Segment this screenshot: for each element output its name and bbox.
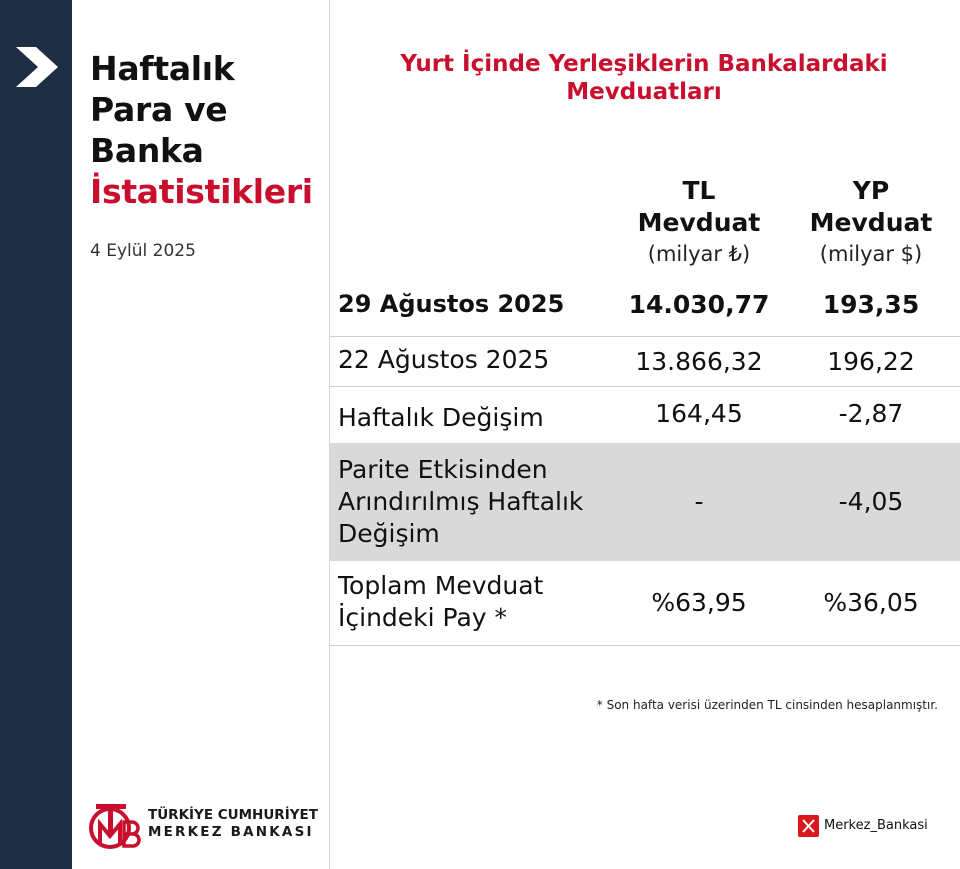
- x-icon: [798, 815, 819, 837]
- title-line-3: Banka: [90, 131, 204, 170]
- title-line-2: Para ve: [90, 90, 228, 129]
- column-header-yp-unit: (milyar $): [819, 242, 923, 266]
- table-row: [330, 337, 960, 386]
- page-title: [90, 48, 313, 212]
- row-label-line2: Arındırılmış Haftalık: [338, 487, 584, 516]
- tcmb-emblem-icon: [88, 800, 144, 852]
- row-label-line2: İçindeki Pay *: [338, 603, 508, 632]
- row-label-line3: Değişim: [338, 519, 440, 548]
- heading-line-1: Yurt İçinde Yerleşiklerin Bankalardaki: [400, 51, 888, 77]
- table-row: [330, 443, 960, 561]
- row-label: Haftalık Değişim: [338, 403, 544, 432]
- row-yp-value: %36,05: [823, 588, 919, 617]
- column-header-yp: [786, 175, 956, 269]
- table-row: [330, 286, 960, 336]
- tcmb-logo: [88, 800, 318, 852]
- row-tl-value: 164,45: [655, 399, 743, 428]
- row-tl-value: %63,95: [651, 588, 747, 617]
- table-row: [330, 387, 960, 443]
- row-divider: [330, 645, 960, 646]
- logo-wordmark: [148, 807, 318, 841]
- row-label-line1: Parite Etkisinden: [338, 455, 548, 484]
- title-line-1: Haftalık: [90, 49, 235, 88]
- chevron-right-icon: [16, 47, 58, 87]
- row-label: [338, 454, 583, 550]
- logo-line-2: MERKEZ BANKASI: [148, 824, 314, 840]
- row-label: [338, 570, 543, 634]
- column-header-yp-line2: Mevduat: [809, 208, 933, 237]
- table-row: [330, 561, 960, 645]
- footnote: * Son hafta verisi üzerinden TL cinsinden hesaplanmıştır.: [596, 698, 938, 712]
- row-yp-value: 196,22: [827, 347, 915, 376]
- column-header-tl-line1: TL: [682, 176, 716, 205]
- row-label-line1: Toplam Mevduat: [338, 571, 544, 600]
- logo-line-1: TÜRKİYE CUMHURİYET: [148, 807, 318, 823]
- publication-date: 4 Eylül 2025: [90, 241, 196, 261]
- left-panel: [72, 0, 330, 869]
- row-yp-value: -2,87: [838, 399, 904, 428]
- social-handle-text: Merkez_Bankasi: [824, 818, 928, 833]
- navy-side-bar: [0, 0, 72, 869]
- row-yp-value: -4,05: [838, 487, 904, 516]
- column-header-tl-line2: Mevduat: [637, 208, 761, 237]
- row-label: 29 Ağustos 2025: [338, 290, 565, 318]
- main-content: [330, 0, 960, 869]
- row-yp-value: 193,35: [822, 290, 920, 319]
- row-tl-value: 14.030,77: [628, 290, 770, 319]
- table-heading: [340, 50, 948, 106]
- heading-line-2: Mevduatları: [566, 79, 722, 105]
- row-label: 22 Ağustos 2025: [338, 345, 550, 374]
- title-line-4: İstatistikleri: [90, 172, 313, 211]
- column-header-tl: [614, 175, 784, 269]
- column-header-yp-line1: YP: [852, 176, 890, 205]
- row-tl-value: 13.866,32: [635, 347, 763, 376]
- row-tl-value: -: [694, 487, 704, 516]
- column-header-tl-unit: (milyar ₺): [647, 242, 751, 266]
